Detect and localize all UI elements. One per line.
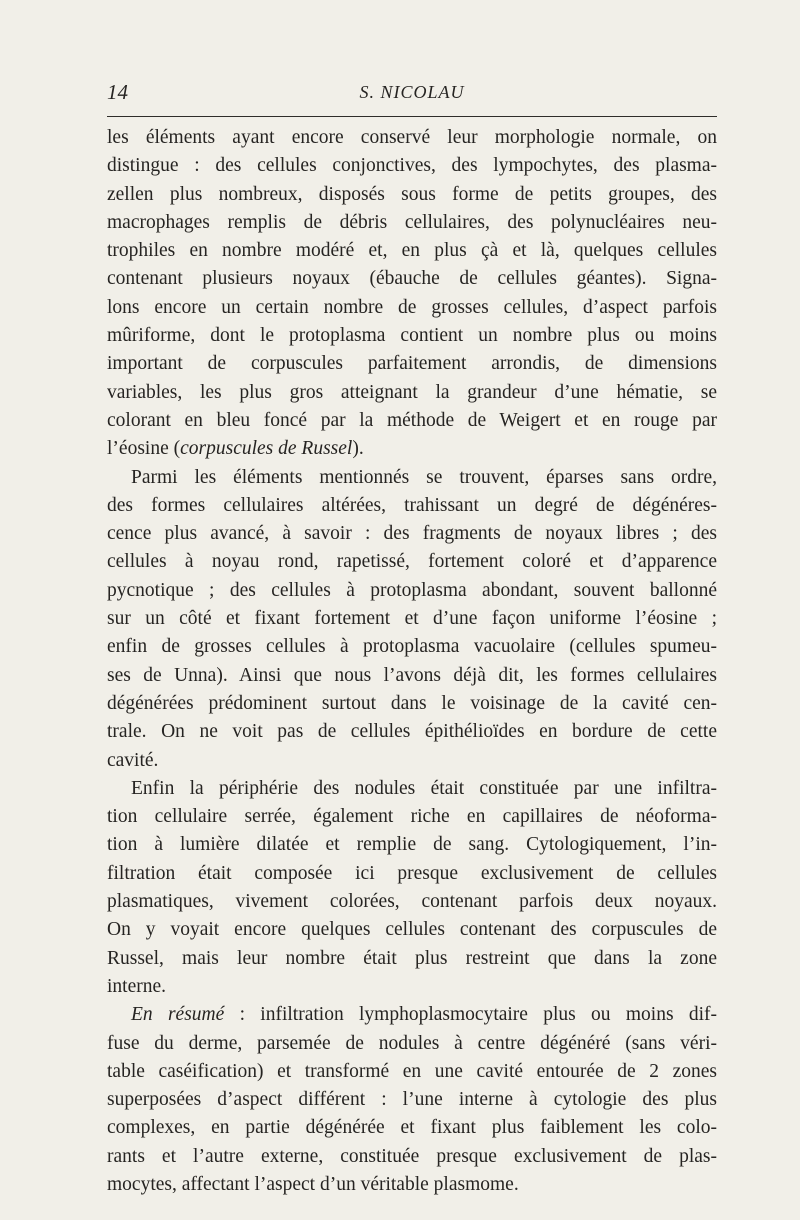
paragraph-first-line-with-italic <box>107 1001 717 1029</box>
paragraph-first-line: Parmi les éléments mentionnés se trouvent, éparses sans ordre, <box>131 466 717 488</box>
text-line: table caséification) et transformé en une cavité entourée de 2 zones <box>107 1060 717 1082</box>
text-line: trale. On ne voit pas de cellules épithélioïdes en bordure de cette <box>107 721 717 743</box>
text-line: contenant plusieurs noyaux (ébauche de cellules géantes). Signa- <box>107 268 717 290</box>
text-line: tion à lumière dilatée et remplie de sang. Cytologiquement, l’in- <box>107 834 717 856</box>
running-head: S. NICOLAU <box>359 82 465 102</box>
text-line: Russel, mais leur nombre était plus restreint que dans la zone <box>107 947 717 969</box>
text-line: On y voyait encore quelques cellules contenant des corpuscules de <box>107 919 717 941</box>
text-line: macrophages remplis de débris cellulaires, des polynucléaires neu- <box>107 211 717 233</box>
text-line: fuse du derme, parsemée de nodules à centre dégénéré (sans véri- <box>107 1032 717 1054</box>
text-line: distingue : des cellules conjonctives, des lympochytes, des plasma- <box>107 155 717 177</box>
text-line: des formes cellulaires altérées, trahissant un degré de dégénéres- <box>107 494 717 516</box>
text-run: ). <box>352 438 364 460</box>
text-line: mûriforme, dont le protoplasma contient un nombre plus ou moins <box>107 325 717 347</box>
text-line: tion cellulaire serrée, également riche en capillaires de néoforma- <box>107 806 717 828</box>
text-line: mocytes, affectant l’aspect d’un véritable plasmome. <box>107 1173 519 1195</box>
text-line: pycnotique ; des cellules à protoplasma abondant, souvent ballonné <box>107 579 717 601</box>
text-line: plasmatiques, vivement colorées, contenant parfois deux noyaux. <box>107 891 717 913</box>
text-line: lons encore un certain nombre de grosses cellules, d’aspect parfois <box>107 296 717 318</box>
text-line: trophiles en nombre modéré et, en plus çà et là, quelques cellules <box>107 240 717 262</box>
text-line: complexes, en partie dégénérée et fixant plus faiblement les colo- <box>107 1117 717 1139</box>
text-line: superposées d’aspect différent : l’une interne à cytologie des plus <box>107 1089 717 1111</box>
italic-run: corpuscules de Russel <box>180 438 353 460</box>
text-line: zellen plus nombreux, disposés sous forme de petits groupes, des <box>107 183 717 205</box>
text-line: les éléments ayant encore conservé leur morphologie normale, on <box>107 127 717 148</box>
header-rule <box>107 116 717 117</box>
text-line-with-italic <box>107 435 717 463</box>
text-line: variables, les plus gros atteignant la grandeur d’une hématie, se <box>107 381 717 403</box>
text-line: enfin de grosses cellules à protoplasma vacuolaire (cellules spumeu- <box>107 636 717 658</box>
body-text <box>107 124 717 1199</box>
text-run: l’éosine ( <box>107 438 181 460</box>
text-line: cellules à noyau rond, rapetissé, fortement coloré et d’apparence <box>107 551 717 573</box>
text-line: colorant en bleu foncé par la méthode de Weigert et en rouge par <box>107 409 717 431</box>
text-run: : infiltration lymphoplasmocytaire plus ou moins dif- <box>224 1004 717 1026</box>
text-line: rants et l’autre externe, constituée presque exclusivement de plas- <box>107 1145 717 1167</box>
paragraph-first-line: Enfin la périphérie des nodules était constituée par une infiltra- <box>131 777 717 799</box>
text-line: interne. <box>107 975 167 997</box>
text-line: cavité. <box>107 749 159 771</box>
italic-run: En résumé <box>131 1004 225 1026</box>
text-line: cence plus avancé, à savoir : des fragments de noyaux libres ; des <box>107 523 717 545</box>
text-line: filtration était composée ici presque exclusivement de cellules <box>107 862 717 884</box>
page-number: 14 <box>107 80 128 104</box>
page-header <box>107 80 717 114</box>
text-line: important de corpuscules parfaitement arrondis, de dimensions <box>107 353 717 375</box>
text-line: sur un côté et fixant fortement et d’une façon uniforme l’éosine ; <box>107 608 717 630</box>
text-line: dégénérées prédominent surtout dans le voisinage de la cavité cen- <box>107 692 717 714</box>
text-line: ses de Unna). Ainsi que nous l’avons déjà dit, les formes cellulaires <box>107 664 717 686</box>
